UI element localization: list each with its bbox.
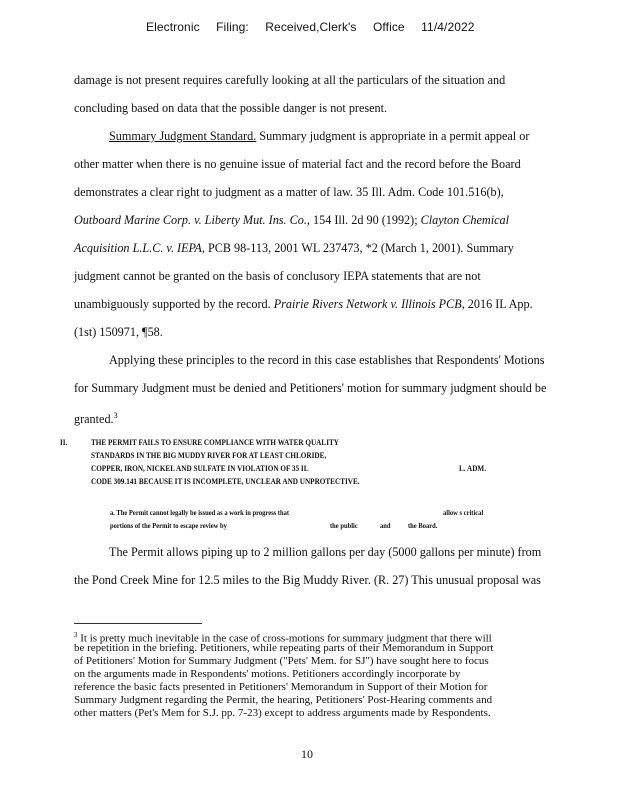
- body-line-13-text: granted.: [74, 412, 114, 427]
- subheading-a-line-2b: the public: [330, 521, 358, 530]
- body-line-3: [109, 129, 529, 143]
- body-line-13: [74, 409, 118, 426]
- citation-clayton: , PCB 98-113, 2001 WL 237473, *2 (March 1, 2001). Summary: [201, 241, 514, 255]
- body-line-8: judgment cannot be granted on the basis of conclusory IEPA statements that are not: [74, 269, 481, 283]
- footnote-separator: [74, 623, 202, 624]
- body-line-1: damage is not present requires carefully looking at all the particulars of the situation and: [74, 73, 506, 87]
- subheading-a-line-1b: allow s critical: [443, 508, 484, 517]
- subheading-a-line-2: portions of the Permit to escape review by: [110, 521, 227, 530]
- body-line-2: concluding based on data that the possible danger is not present.: [74, 101, 388, 115]
- subheading-a-line-2d: the Board.: [408, 521, 438, 530]
- body-line-12: for Summary Judgment must be denied and Petitioners' motion for summary judgment should be: [74, 381, 547, 395]
- section-heading-line-3b: L. ADM.: [459, 464, 487, 473]
- section-heading-line-3: COPPER, IRON, NICKEL AND SULFATE IN VIOLATION OF 35 IL: [91, 464, 309, 473]
- body-line-6: [74, 213, 509, 227]
- footnote-marker: 3: [74, 631, 78, 639]
- section-heading-line-4: CODE 309.141 BECAUSE IT IS INCOMPLETE, UNCLEAR AND UNPROTECTIVE.: [91, 477, 360, 486]
- case-outboard-marine: Outboard Marine Corp. v. Liberty Mut. Ins. Co.: [74, 213, 307, 227]
- footnote-line-1-text: It is pretty much inevitable in the case of cross-motions for summary judgment that there will: [80, 632, 492, 645]
- citation-prairie-rivers: , 2016 IL App.: [461, 297, 533, 311]
- footnote-line-6: Summary Judgment regarding the Permit, the hearing, Petitioners' Post-Hearing comments and: [74, 694, 493, 706]
- header-filing: Filing:: [216, 20, 249, 34]
- section-numeral: II.: [60, 438, 68, 447]
- body-line-4: other matter when there is no genuine issue of material fact and the record before the Board: [74, 157, 521, 171]
- case-clayton-chemical-cont: Acquisition L.L.C. v. IEPA: [74, 241, 202, 255]
- header-office: Office: [372, 20, 405, 34]
- footnote-line-3: of Petitioners' Motion for Summary Judgment ("Pets' Mem. for SJ") have sought here to focus: [74, 655, 489, 667]
- body-line-9: [74, 297, 533, 311]
- body-line-9-pre: unambiguously supported by the record.: [74, 297, 274, 311]
- summary-judgment-heading: Summary Judgment Standard.: [109, 129, 257, 143]
- body-line-14: The Permit allows piping up to 2 million gallons per day (5000 gallons per minute) from: [109, 545, 542, 559]
- section-heading-line-2: STANDARDS IN THE BIG MUDDY RIVER FOR AT LEAST CHLORIDE,: [91, 451, 327, 460]
- header-date: 11/4/2022: [421, 20, 475, 34]
- case-clayton-chemical: Clayton Chemical: [420, 213, 510, 227]
- footnote-line-5: reference the basic facts presented in Petitioners' Memorandum in Support of their Motion for: [74, 681, 488, 693]
- footnote-line-4: on the arguments made in Respondents' motions. Petitioners accordingly incorporate by: [74, 668, 461, 680]
- body-line-10: (1st) 150971, ¶58.: [74, 325, 163, 339]
- footnote-line-2: be repetition in the briefing. Petitioners, while repeating parts of their Memorandum in Support: [74, 642, 494, 654]
- footnote-ref-3[interactable]: 3: [113, 411, 118, 420]
- body-line-11: Applying these principles to the record in this case establishes that Respondents' Motions: [109, 353, 545, 367]
- footnote-line-7: other matters (Pet's Mem for S.J. pp. 7-23) except to address arguments made by Respondents.: [74, 707, 491, 719]
- subheading-a-line-1: a. The Permit cannot legally be issued as a work in progress that: [110, 508, 290, 517]
- section-heading-line-1: THE PERMIT FAILS TO ENSURE COMPLIANCE WITH WATER QUALITY: [91, 438, 340, 447]
- header-received: Received,Clerk's: [265, 20, 357, 34]
- body-line-5: demonstrates a clear right to judgment as a matter of law. 35 Ill. Adm. Code 101.516(b),: [74, 185, 504, 199]
- filing-header: [146, 20, 475, 34]
- citation-outboard: , 154 Ill. 2d 90 (1992);: [306, 213, 421, 227]
- body-line-7: [74, 241, 514, 255]
- subheading-a-line-2c: and: [380, 521, 391, 530]
- header-electronic: Electronic: [146, 20, 200, 34]
- body-line-15: the Pond Creek Mine for 12.5 miles to the Big Muddy River. (R. 27) This unusual proposal was: [74, 573, 541, 587]
- body-line-3-rest: Summary judgment is appropriate in a permit appeal or: [256, 129, 530, 143]
- page-number: 10: [301, 747, 313, 761]
- case-prairie-rivers: Prairie Rivers Network v. Illinois PCB: [273, 297, 462, 311]
